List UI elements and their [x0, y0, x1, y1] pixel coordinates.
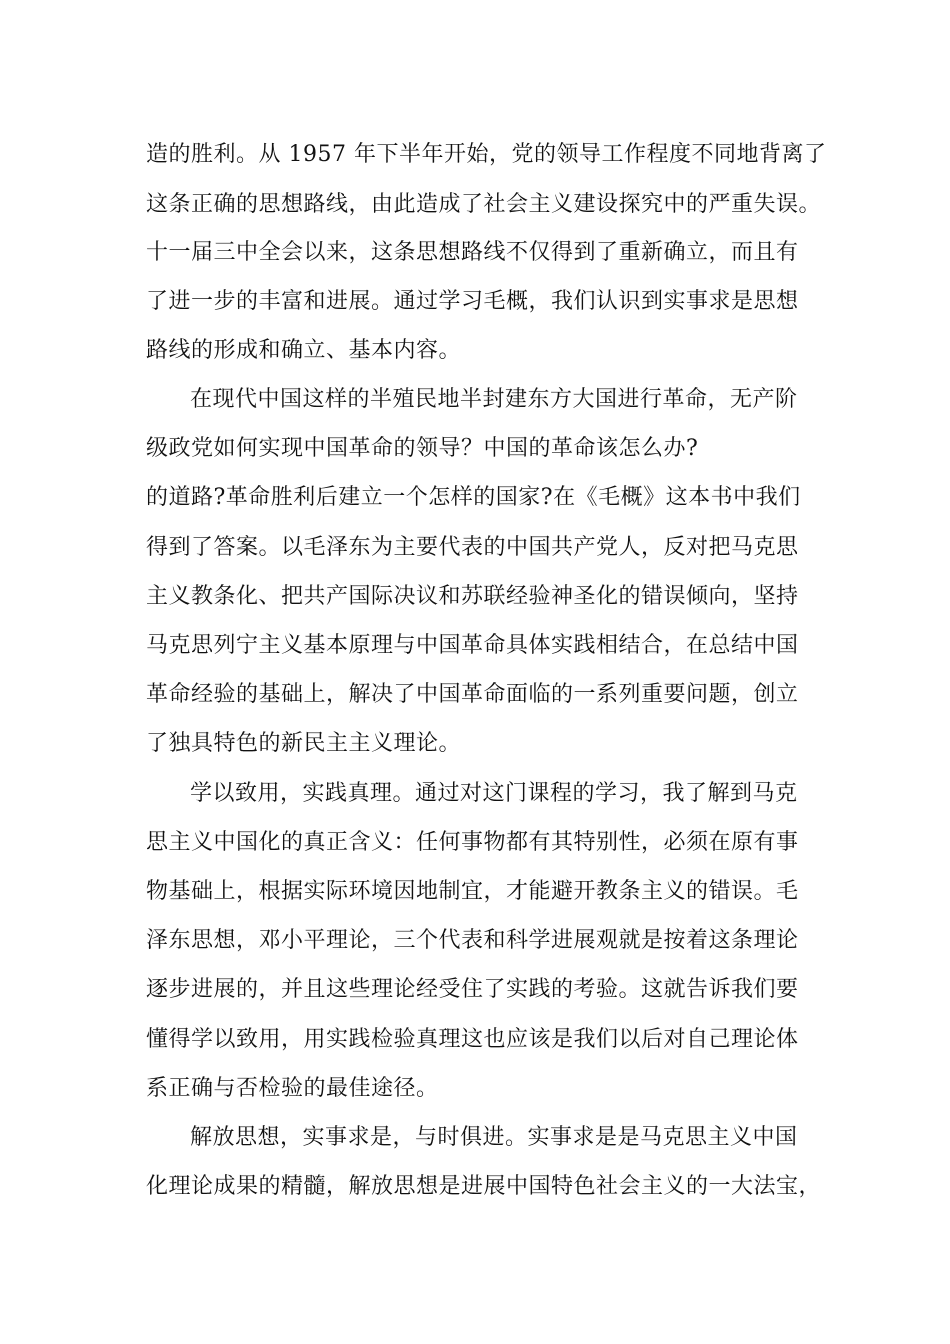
text-line: 了进一步的丰富和进展。通过学习毛概，我们认识到实事求是思想 [146, 289, 799, 314]
text-line: 思主义中国化的真正含义：任何事物都有其特别性，必须在原有事 [146, 830, 799, 855]
text-line: 了独具特色的新民主主义理论。 [146, 731, 462, 756]
text-line: 的道路?革命胜利后建立一个怎样的国家?在《毛概》这本书中我们 [146, 485, 801, 510]
text-line: 级政党如何实现中国革命的领导？中国的革命该怎么办? [146, 436, 699, 461]
text-line: 革命经验的基础上，解决了中国革命面临的一系列重要问题，创立 [146, 682, 799, 707]
text-line: 造的胜利。从 1957 年下半年开始，党的领导工作程度不同地背离了 [146, 142, 827, 167]
text-line: 系正确与否检验的最佳途径。 [146, 1076, 439, 1101]
paragraph-first-line: 在现代中国这样的半殖民地半封建东方大国进行革命，无产阶 [190, 387, 798, 412]
text-line: 马克思列宁主义基本原理与中国革命具体实践相结合，在总结中国 [146, 633, 799, 658]
text-line: 逐步进展的，并且这些理论经受住了实践的考验。这就告诉我们要 [146, 977, 799, 1002]
text-line: 懂得学以致用，用实践检验真理这也应该是我们以后对自己理论体 [146, 1027, 799, 1052]
text-line: 化理论成果的精髓，解放思想是进展中国特色社会主义的一大法宝， [146, 1174, 822, 1199]
paragraph-first-line: 学以致用，实践真理。通过对这门课程的学习，我了解到马克 [190, 781, 798, 806]
text-line: 这条正确的思想路线，由此造成了社会主义建设探究中的严重失误。 [146, 192, 822, 217]
paragraph-first-line: 解放思想，实事求是，与时俱进。实事求是是马克思主义中国 [190, 1125, 798, 1150]
text-line: 主义教条化、把共产国际决议和苏联经验神圣化的错误倾向，坚持 [146, 584, 799, 609]
text-line: 泽东思想，邓小平理论，三个代表和科学进展观就是按着这条理论 [146, 928, 799, 953]
text-line: 得到了答案。以毛泽东为主要代表的中国共产党人，反对把马克思 [146, 535, 799, 560]
text-line: 物基础上，根据实际环境因地制宜，才能避开教条主义的错误。毛 [146, 879, 799, 904]
text-line: 十一届三中全会以来，这条思想路线不仅得到了重新确立，而且有 [146, 240, 799, 265]
text-line: 路线的形成和确立、基本内容。 [146, 338, 462, 363]
